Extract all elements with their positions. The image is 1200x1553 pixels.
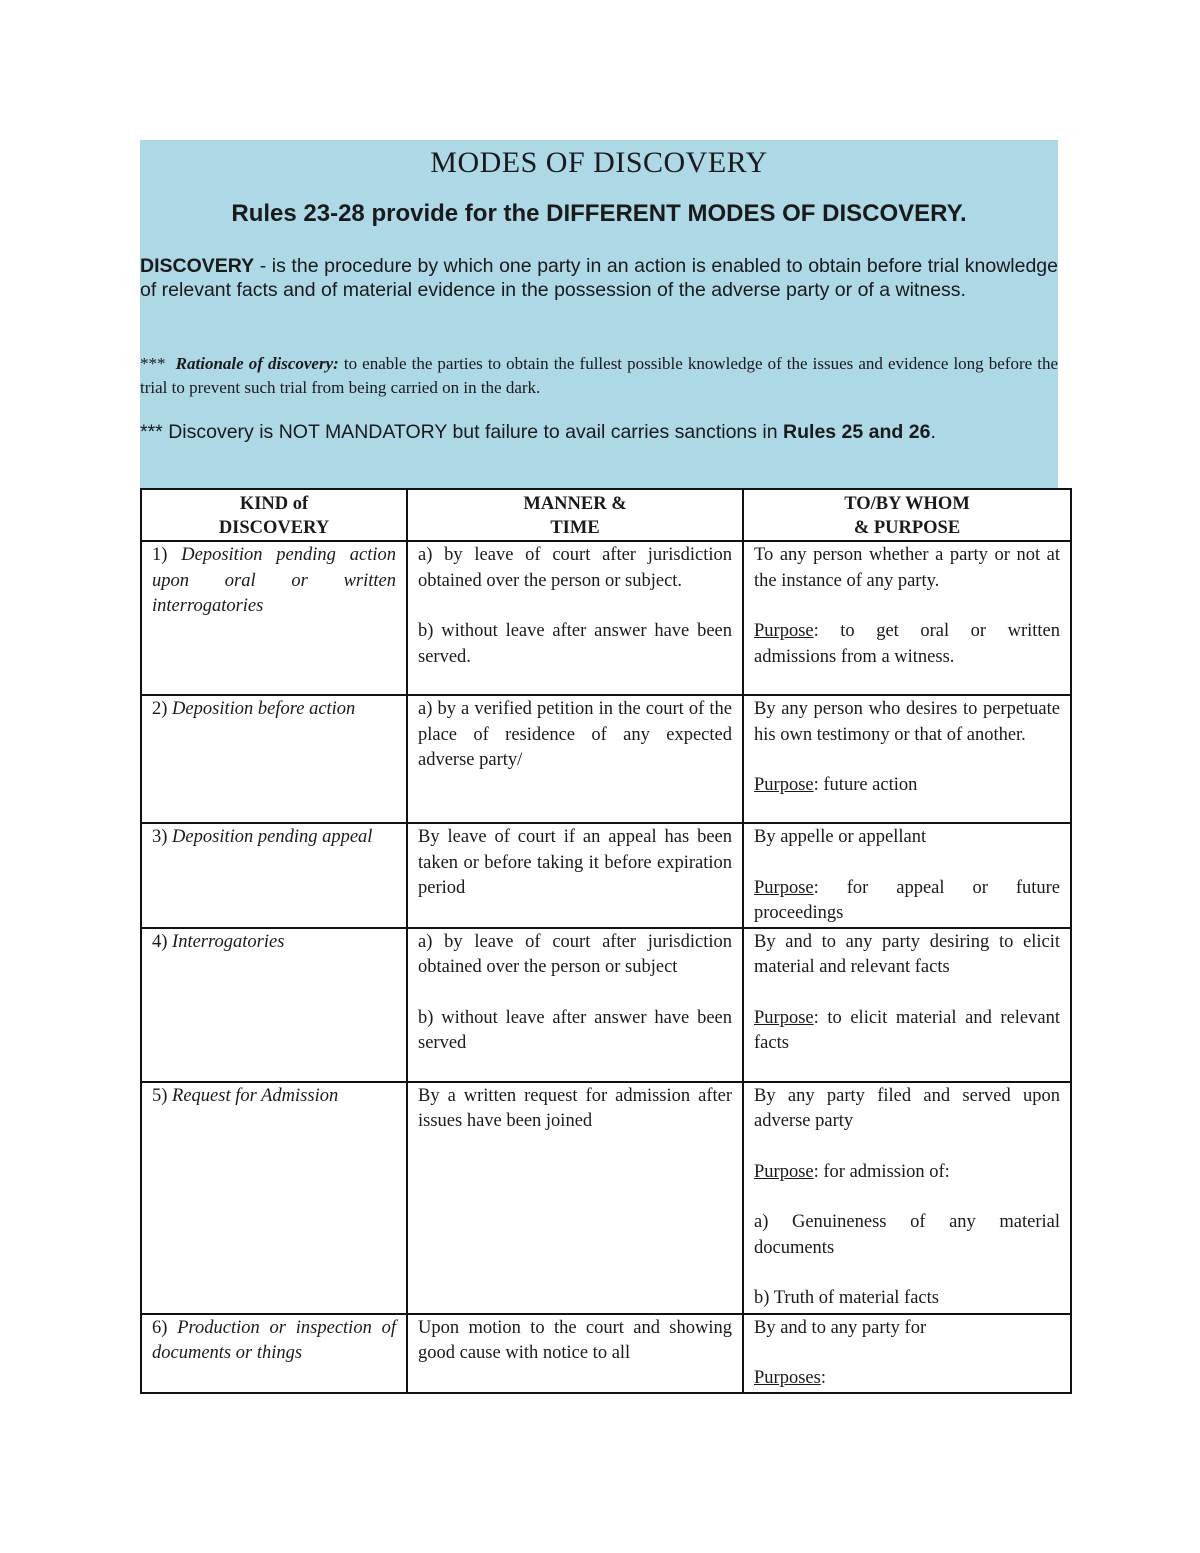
table-row bbox=[141, 823, 1071, 928]
manner-cell: Upon motion to the court and showing good cause with notice to all bbox=[407, 1314, 743, 1393]
definition-term: DISCOVERY bbox=[140, 255, 255, 277]
definition-text: - is the procedure by which one party in an action is enabled to obtain before trial knowledge of relevant facts and of material evidence in the possession of the adverse party or of a witness. bbox=[140, 255, 1058, 301]
table-row bbox=[141, 1314, 1071, 1393]
whom-cell: By appelle or appellant Purpose: for appeal or future proceedings bbox=[743, 823, 1071, 928]
manner-cell: By a written request for admission after issues have been joined bbox=[407, 1082, 743, 1314]
note-text: Discovery is NOT MANDATORY but failure to avail carries sanctions in bbox=[162, 421, 784, 443]
column-header-manner: MANNER & TIME bbox=[407, 489, 743, 541]
definition-paragraph bbox=[140, 254, 1058, 302]
kind-cell: 3) Deposition pending appeal bbox=[141, 823, 407, 928]
whom-cell: By any party filed and served upon adverse party Purpose: for admission of: a) Genuineness of any material documents b) Truth of material facts bbox=[743, 1082, 1071, 1314]
note-rules: Rules 25 and 26 bbox=[783, 421, 931, 443]
manner-cell: a) by leave of court after jurisdiction obtained over the person or subject b) without leave after answer have been served bbox=[407, 928, 743, 1082]
kind-cell: 6) Production or inspection of documents or things bbox=[141, 1314, 407, 1393]
column-header-kind: KIND of DISCOVERY bbox=[141, 489, 407, 541]
table-row bbox=[141, 1082, 1071, 1314]
table-header-row bbox=[141, 489, 1071, 541]
note-end: . bbox=[930, 421, 936, 443]
whom-cell: To any person whether a party or not at the instance of any party. Purpose: to get oral or written admissions from a witness. bbox=[743, 541, 1071, 695]
kind-cell: 1) Deposition pending action upon oral or written interrogatories bbox=[141, 541, 407, 695]
manner-cell: a) by leave of court after jurisdiction obtained over the person or subject. b) without leave after answer have been served. bbox=[407, 541, 743, 695]
header-box bbox=[140, 140, 1058, 488]
table-row bbox=[141, 928, 1071, 1082]
whom-cell: By and to any party desiring to elicit material and relevant facts Purpose: to elicit material and relevant facts bbox=[743, 928, 1071, 1082]
discovery-table bbox=[140, 488, 1072, 1394]
manner-cell: By leave of court if an appeal has been taken or before taking it before expiration period bbox=[407, 823, 743, 928]
manner-cell: a) by a verified petition in the court of the place of residence of any expected adverse party/ bbox=[407, 695, 743, 823]
whom-cell: By and to any party for Purposes: bbox=[743, 1314, 1071, 1393]
kind-cell: 5) Request for Admission bbox=[141, 1082, 407, 1314]
rationale-paragraph bbox=[140, 352, 1058, 400]
page-subtitle: Rules 23-28 provide for the DIFFERENT MODES OF DISCOVERY. bbox=[231, 200, 967, 227]
rationale-text: to enable the parties to obtain the fullest possible knowledge of the issues and evidence long before the trial to prevent such trial from being carried on in the dark. bbox=[140, 354, 1059, 397]
table-row bbox=[141, 541, 1071, 695]
kind-cell: 2) Deposition before action bbox=[141, 695, 407, 823]
note-stars: *** bbox=[140, 421, 163, 443]
table-row bbox=[141, 695, 1071, 823]
page-title: MODES OF DISCOVERY bbox=[430, 146, 768, 179]
column-header-whom: TO/BY WHOM & PURPOSE bbox=[743, 489, 1071, 541]
note-paragraph bbox=[140, 420, 1058, 444]
rationale-stars: *** bbox=[140, 354, 166, 373]
rationale-label: Rationale of discovery: bbox=[175, 354, 339, 373]
whom-cell: By any person who desires to perpetuate his own testimony or that of another. Purpose: future action bbox=[743, 695, 1071, 823]
kind-cell: 4) Interrogatories bbox=[141, 928, 407, 1082]
